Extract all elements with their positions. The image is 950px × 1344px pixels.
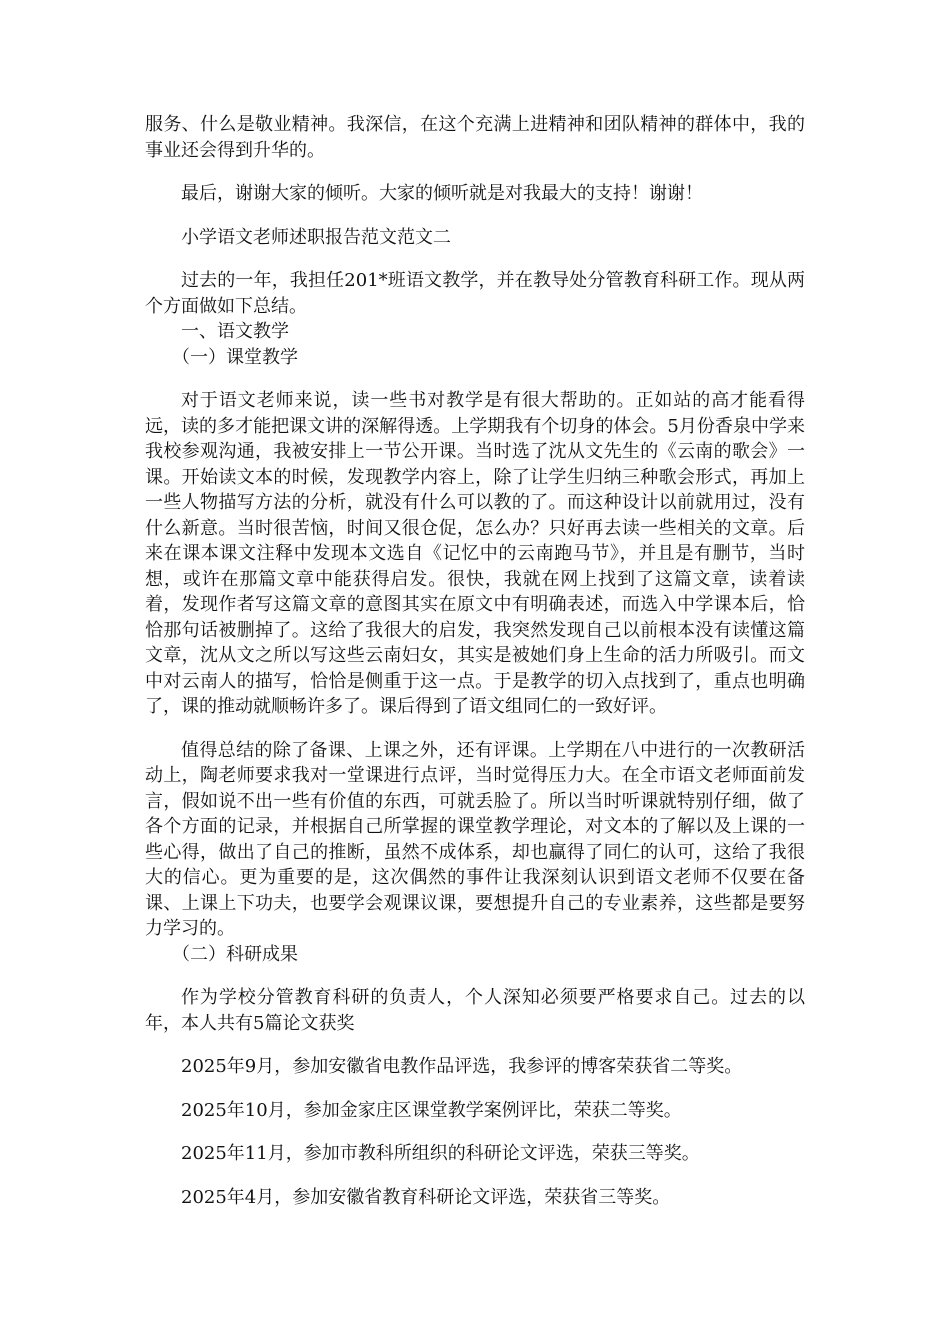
document-title-sample-two: 小学语文老师述职报告范文范文二 — [181, 226, 451, 248]
award-item-3: 2025年11月，参加市教科所组织的科研论文评选，荣获三等奖。 — [181, 1143, 700, 1164]
paragraph-introduction: 过去的一年，我担任201*班语文教学，并在教导处分管教育科研工作。现从两个方面做如下总结。 — [145, 270, 805, 317]
paragraph-closing-continued: 服务、什么是敬业精神。我深信，在这个充满上进精神和团队精神的群体中，我的事业还会得到升华的。 — [145, 114, 805, 161]
paragraph-lesson-review: 值得总结的除了备课、上课之外，还有评课。上学期在八中进行的一次教研活动上，陶老师要求我对一堂课进行点评，当时觉得压力大。在全市语文老师面前发言，假如说不出一些有价值的东西，可就丢脸了。所以当时听课就特别仔细，做了各个方面的记录，并根据自己所掌握的课堂教学理论，对文本的了解以及上课的一些心得，做出了自己的推断，虽然不成体系，却也赢得了同仁的认可，这给了我很大的信心。更为重要的是，这次偶然的事件让我深刻认识到语文老师不仅要在备课、上课上下功夫，也要学会观课议课，要想提升自己的专业素养，这些都是要努力学习的。 — [145, 739, 805, 939]
document-body — [145, 112, 805, 1210]
paragraph-classroom-teaching: 对于语文老师来说，读一些书对教学是有很大帮助的。正如站的高才能看得远，读的多才能把课文讲的深解得透。上学期我有个切身的体会。5月份香泉中学来我校参观沟通，我被安排上一节公开课。当时选了沈从文先生的《云南的歌会》一课。开始读文本的时候，发现教学内容上，除了让学生归纳三种歌会形式，再加上一些人物描写方法的分析，就没有什么可以教的了。而这种设计以前就用过，没有什么新意。当时很苦恼，时间又很仓促，怎么办？只好再去读一些相关的文章。后来在课本课文注释中发现本文选自《记忆中的云南跑马节》，并且是有删节，当时想，或许在那篇文章中能获得启发。很快，我就在网上找到了这篇文章，读着读着，发现作者写这篇文章的意图其实在原文中有明确表述，而选入中学课本后，恰恰那句话被删掉了。这给了我很大的启发，我突然发现自己以前根本没有读懂这篇文章，沈从文之所以写这些云南妇女，其实是被她们身上生命的活力所吸引。而文中对云南人的描写，恰恰是侧重于这一点。于是教学的切入点找到了，重点也明确了，课的推动就顺畅许多了。课后得到了语文组同仁的一致好评。 — [145, 390, 805, 717]
subsection-heading-classroom-teaching: （一）课堂教学 — [172, 346, 298, 368]
award-item-4: 2025年4月，参加安徽省教育科研论文评选，荣获省三等奖。 — [181, 1186, 671, 1208]
subsection-heading-research-results: （二）科研成果 — [172, 943, 298, 965]
award-item-2: 2025年10月，参加金家庄区课堂教学案例评比，荣获二等奖。 — [181, 1099, 682, 1121]
award-item-1: 2025年9月，参加安徽省电教作品评选，我参评的博客荣获省二等奖。 — [181, 1056, 743, 1077]
paragraph-thanks: 最后，谢谢大家的倾听。大家的倾听就是对我最大的支持！谢谢！ — [181, 183, 703, 204]
section-heading-chinese-teaching: 一、语文教学 — [181, 321, 289, 342]
paragraph-research-intro: 作为学校分管教育科研的负责人，个人深知必须要严格要求自己。过去的以年，本人共有5篇论文获奖 — [145, 987, 805, 1034]
